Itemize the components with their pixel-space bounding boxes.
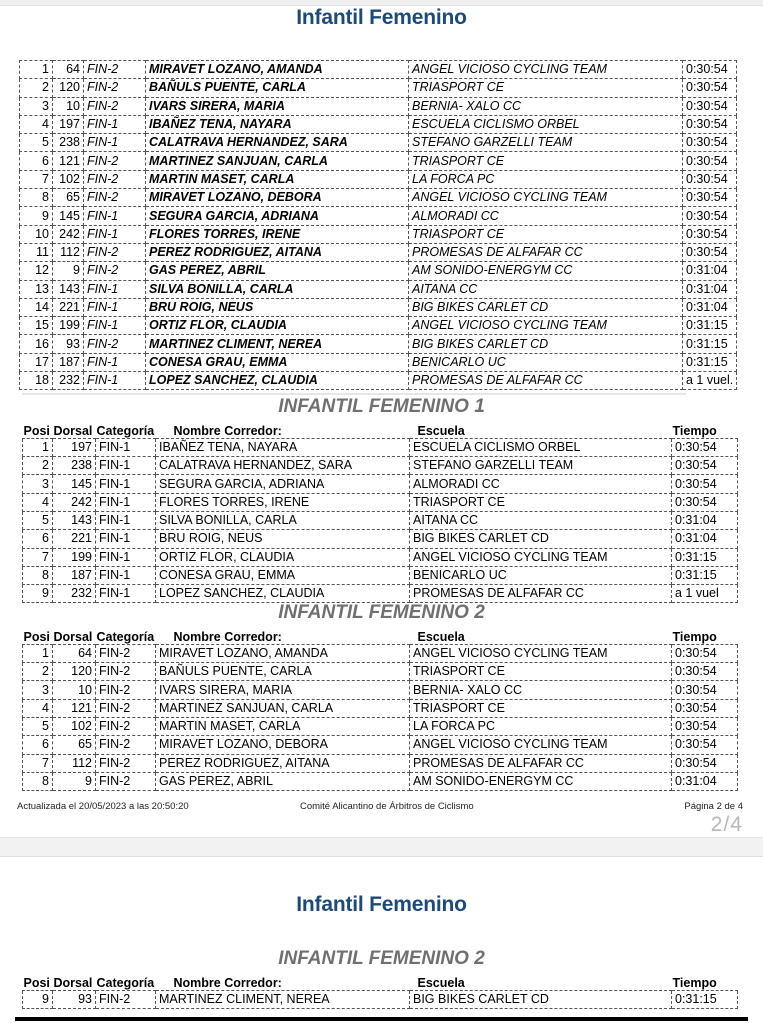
table-underline [22, 393, 686, 395]
cell-pos: 2 [23, 457, 53, 475]
cell-dorsal: 238 [53, 134, 84, 152]
cell-time: 0:30:54 [683, 189, 737, 207]
cell-dorsal: 112 [53, 754, 96, 772]
table-row [23, 475, 738, 493]
cell-dorsal: 242 [53, 225, 84, 243]
cell-pos: 7 [23, 548, 53, 566]
column-header-cat: Categoría [96, 626, 156, 644]
cell-time: 0:30:54 [672, 438, 738, 456]
cell-team: LA FORCA PC [409, 170, 683, 188]
cell-team: STEFANO GARZELLI TEAM [409, 134, 683, 152]
table-header-row [23, 972, 738, 990]
page-bottom-rule [15, 1017, 748, 1021]
cell-name: SEGURA GARCIA, ADRIANA [146, 207, 409, 225]
table-row [20, 115, 737, 133]
cell-time: 0:30:54 [672, 736, 738, 754]
cell-dorsal: 221 [53, 530, 96, 548]
cell-team: BIG BIKES CARLET CD [410, 990, 672, 1008]
cell-name: MIRAVET LOZANO, AMANDA [146, 61, 409, 79]
cell-time: 0:30:54 [672, 754, 738, 772]
cell-time: 0:30:54 [683, 152, 737, 170]
cell-time: 0:30:54 [672, 644, 738, 662]
cell-name: BAÑULS PUENTE, CARLA [146, 79, 409, 97]
cell-time: a 1 vuel [672, 585, 738, 603]
cell-pos: 6 [23, 736, 53, 754]
cell-cat: FIN-1 [96, 457, 156, 475]
cell-name: LOPEZ SANCHEZ, CLAUDIA [156, 585, 410, 603]
cell-cat: FIN-1 [96, 511, 156, 529]
cell-name: MIRAVET LOZANO, DEBORA [146, 189, 409, 207]
cell-dorsal: 102 [53, 170, 84, 188]
table-row [20, 298, 737, 316]
cell-team: ANGEL VICIOSO CYCLING TEAM [410, 644, 672, 662]
cell-pos: 1 [23, 438, 53, 456]
cell-pos: 15 [20, 317, 53, 335]
cell-team: AM SONIDO-ENERGYM CC [409, 262, 683, 280]
cell-pos: 12 [20, 262, 53, 280]
cell-cat: FIN-1 [96, 493, 156, 511]
column-header-team: Escuela [410, 626, 672, 644]
cell-pos: 10 [20, 225, 53, 243]
column-header-pos: Posi [23, 420, 53, 438]
cell-cat: FIN-2 [96, 681, 156, 699]
cell-cat: FIN-1 [96, 438, 156, 456]
cell-time: 0:31:04 [683, 280, 737, 298]
cell-team: PROMESAS DE ALFAFAR CC [409, 243, 683, 261]
column-header-dorsal: Dorsal [53, 972, 96, 990]
table-row [20, 262, 737, 280]
column-header-name: Nombre Corredor: [156, 626, 410, 644]
cell-name: FLORES TORRES, IRENE [156, 493, 410, 511]
cell-team: AITANA CC [410, 511, 672, 529]
fin1-results-table [22, 420, 738, 603]
cell-team: BERNIA- XALO CC [410, 681, 672, 699]
cell-name: MARTINEZ SANJUAN, CARLA [156, 699, 410, 717]
table-header-row [23, 420, 738, 438]
table-row [23, 772, 738, 790]
table-header-row [23, 626, 738, 644]
cell-team: ESCUELA CICLISMO ORBEL [409, 115, 683, 133]
cell-dorsal: 64 [53, 644, 96, 662]
cell-team: BIG BIKES CARLET CD [409, 298, 683, 316]
table-row [20, 372, 737, 390]
column-header-pos: Posi [23, 972, 53, 990]
table-row [20, 243, 737, 261]
page-separator [0, 837, 763, 857]
column-header-team: Escuela [410, 420, 672, 438]
cell-dorsal: 9 [53, 262, 84, 280]
cell-dorsal: 112 [53, 243, 84, 261]
cell-cat: FIN-1 [96, 585, 156, 603]
cell-cat: FIN-1 [84, 225, 146, 243]
cell-cat: FIN-2 [96, 663, 156, 681]
cell-time: 0:30:54 [683, 207, 737, 225]
cell-team: PROMESAS DE ALFAFAR CC [410, 754, 672, 772]
cell-cat: FIN-1 [84, 298, 146, 316]
cell-cat: FIN-2 [96, 990, 156, 1008]
table-row [23, 736, 738, 754]
table-row [20, 79, 737, 97]
table-row [23, 493, 738, 511]
cell-time: 0:31:15 [672, 990, 738, 1008]
cell-pos: 13 [20, 280, 53, 298]
cell-team: ANGEL VICIOSO CYCLING TEAM [410, 548, 672, 566]
cell-dorsal: 121 [53, 152, 84, 170]
cell-time: 0:31:04 [672, 511, 738, 529]
table-row [23, 990, 738, 1008]
cell-dorsal: 187 [53, 566, 96, 584]
cell-dorsal: 145 [53, 207, 84, 225]
cell-name: IBAÑEZ TENA, NAYARA [156, 438, 410, 456]
viewer-page-indicator: 2/4 [710, 813, 743, 836]
cell-time: 0:30:54 [683, 243, 737, 261]
cell-team: BIG BIKES CARLET CD [409, 335, 683, 353]
cell-team: BENICARLO UC [409, 353, 683, 371]
cell-team: BERNIA- XALO CC [409, 97, 683, 115]
cell-name: GAS PEREZ, ABRIL [156, 772, 410, 790]
cell-name: ORTIZ FLOR, CLAUDIA [146, 317, 409, 335]
cell-pos: 9 [20, 207, 53, 225]
cell-pos: 6 [23, 530, 53, 548]
cell-dorsal: 120 [53, 79, 84, 97]
cell-team: TRIASPORT CE [410, 663, 672, 681]
column-header-name: Nombre Corredor: [156, 420, 410, 438]
table-row [23, 530, 738, 548]
cell-cat: FIN-2 [96, 644, 156, 662]
cell-time: 0:31:15 [683, 317, 737, 335]
cell-cat: FIN-1 [84, 317, 146, 335]
cell-pos: 8 [20, 189, 53, 207]
cell-cat: FIN-1 [84, 353, 146, 371]
cell-dorsal: 121 [53, 699, 96, 717]
cell-pos: 3 [23, 681, 53, 699]
table-row [23, 438, 738, 456]
cell-dorsal: 10 [53, 681, 96, 699]
column-header-cat: Categoría [96, 972, 156, 990]
cell-cat: FIN-2 [96, 699, 156, 717]
cell-team: BENICARLO UC [410, 566, 672, 584]
cell-dorsal: 187 [53, 353, 84, 371]
cell-dorsal: 93 [53, 990, 96, 1008]
cell-cat: FIN-1 [84, 115, 146, 133]
footer-organization: Comité Alicantino de Árbitros de Ciclismo [300, 801, 474, 812]
cell-dorsal: 102 [53, 717, 96, 735]
cell-pos: 17 [20, 353, 53, 371]
cell-pos: 4 [23, 493, 53, 511]
cell-name: SEGURA GARCIA, ADRIANA [156, 475, 410, 493]
table-row [23, 511, 738, 529]
footer-updated: Actualizada el 20/05/2023 a las 20:50:20 [17, 801, 189, 812]
cell-name: GAS PEREZ, ABRIL [146, 262, 409, 280]
cell-dorsal: 64 [53, 61, 84, 79]
table-row [20, 353, 737, 371]
cell-dorsal: 221 [53, 298, 84, 316]
cell-team: PROMESAS DE ALFAFAR CC [410, 585, 672, 603]
cell-name: BRU ROIG, NEUS [156, 530, 410, 548]
cell-name: SILVA BONILLA, CARLA [156, 511, 410, 529]
cell-name: BRU ROIG, NEUS [146, 298, 409, 316]
table-row [20, 280, 737, 298]
column-header-pos: Posi [23, 626, 53, 644]
cell-cat: FIN-2 [84, 152, 146, 170]
cell-team: TRIASPORT CE [410, 699, 672, 717]
cell-name: PEREZ RODRIGUEZ, AITANA [156, 754, 410, 772]
cell-team: ALMORADI CC [410, 475, 672, 493]
cell-pos: 11 [20, 243, 53, 261]
column-header-time: Tiempo [672, 626, 738, 644]
cell-dorsal: 232 [53, 372, 84, 390]
cell-time: 0:30:54 [672, 717, 738, 735]
table-row [20, 152, 737, 170]
cell-team: ANGEL VICIOSO CYCLING TEAM [409, 189, 683, 207]
cell-cat: FIN-2 [84, 170, 146, 188]
cell-cat: FIN-1 [96, 530, 156, 548]
cell-name: BAÑULS PUENTE, CARLA [156, 663, 410, 681]
column-header-cat: Categoría [96, 420, 156, 438]
cell-pos: 2 [23, 663, 53, 681]
cell-time: 0:30:54 [672, 493, 738, 511]
overall-results-table [19, 60, 737, 390]
table-row [20, 97, 737, 115]
cell-dorsal: 143 [53, 511, 96, 529]
cell-cat: FIN-1 [84, 372, 146, 390]
cell-name: CONESA GRAU, EMMA [156, 566, 410, 584]
cell-name: MARTIN MASET, CARLA [146, 170, 409, 188]
table-row [20, 225, 737, 243]
column-header-name: Nombre Corredor: [156, 972, 410, 990]
cell-time: 0:31:04 [672, 530, 738, 548]
cell-pos: 7 [20, 170, 53, 188]
cell-pos: 7 [23, 754, 53, 772]
cell-dorsal: 10 [53, 97, 84, 115]
table-row [23, 566, 738, 584]
table-row [20, 317, 737, 335]
column-header-team: Escuela [410, 972, 672, 990]
cell-time: 0:30:54 [683, 170, 737, 188]
cell-name: IVARS SIRERA, MARIA [156, 681, 410, 699]
cell-time: 0:31:15 [683, 335, 737, 353]
table-row [20, 335, 737, 353]
cell-name: MARTINEZ CLIMENT, NEREA [156, 990, 410, 1008]
table-row [23, 754, 738, 772]
cell-time: 0:30:54 [672, 457, 738, 475]
cell-pos: 5 [23, 511, 53, 529]
cell-dorsal: 197 [53, 115, 84, 133]
table-row [20, 207, 737, 225]
table-row [23, 585, 738, 603]
cell-time: 0:30:54 [672, 681, 738, 699]
cell-name: FLORES TORRES, IRENE [146, 225, 409, 243]
cell-cat: FIN-2 [84, 243, 146, 261]
cell-cat: FIN-2 [84, 335, 146, 353]
table-row [23, 681, 738, 699]
cell-pos: 14 [20, 298, 53, 316]
cell-time: 0:31:15 [672, 566, 738, 584]
cell-pos: 4 [20, 115, 53, 133]
table-row [23, 548, 738, 566]
table-row [20, 170, 737, 188]
cell-pos: 1 [23, 644, 53, 662]
table-row [23, 699, 738, 717]
cell-cat: FIN-1 [84, 207, 146, 225]
cell-team: TRIASPORT CE [409, 152, 683, 170]
cell-dorsal: 65 [53, 736, 96, 754]
cell-time: 0:30:54 [672, 475, 738, 493]
cell-pos: 18 [20, 372, 53, 390]
cell-pos: 8 [23, 566, 53, 584]
table-row [20, 61, 737, 79]
cell-team: AITANA CC [409, 280, 683, 298]
fin2-results-table [22, 626, 738, 791]
cell-dorsal: 93 [53, 335, 84, 353]
cell-pos: 9 [23, 990, 53, 1008]
table-row [23, 717, 738, 735]
cell-dorsal: 238 [53, 457, 96, 475]
page-title-2: Infantil Femenino [296, 893, 467, 916]
table-row [20, 189, 737, 207]
cell-pos: 9 [23, 585, 53, 603]
cell-cat: FIN-2 [84, 97, 146, 115]
cell-pos: 5 [23, 717, 53, 735]
cell-pos: 1 [20, 61, 53, 79]
cell-pos: 3 [23, 475, 53, 493]
cell-team: ALMORADI CC [409, 207, 683, 225]
cell-time: 0:31:15 [672, 548, 738, 566]
table-row [23, 663, 738, 681]
cell-dorsal: 197 [53, 438, 96, 456]
cell-name: MARTIN MASET, CARLA [156, 717, 410, 735]
cell-dorsal: 145 [53, 475, 96, 493]
cell-name: MIRAVET LOZANO, DEBORA [156, 736, 410, 754]
cell-team: ANGEL VICIOSO CYCLING TEAM [409, 317, 683, 335]
cell-cat: FIN-2 [84, 61, 146, 79]
cell-name: SILVA BONILLA, CARLA [146, 280, 409, 298]
column-header-time: Tiempo [672, 972, 738, 990]
cell-time: 0:30:54 [683, 134, 737, 152]
section-title-fin2-cont: INFANTIL FEMENINO 2 [278, 948, 485, 969]
cell-cat: FIN-1 [96, 548, 156, 566]
cell-name: IBAÑEZ TENA, NAYARA [146, 115, 409, 133]
cell-pos: 4 [23, 699, 53, 717]
cell-dorsal: 65 [53, 189, 84, 207]
cell-team: TRIASPORT CE [409, 225, 683, 243]
cell-time: 0:30:54 [683, 115, 737, 133]
cell-dorsal: 143 [53, 280, 84, 298]
cell-dorsal: 9 [53, 772, 96, 790]
cell-dorsal: 242 [53, 493, 96, 511]
cell-cat: FIN-2 [96, 717, 156, 735]
cell-team: PROMESAS DE ALFAFAR CC [409, 372, 683, 390]
cell-cat: FIN-2 [96, 754, 156, 772]
cell-dorsal: 120 [53, 663, 96, 681]
cell-cat: FIN-1 [96, 566, 156, 584]
cell-cat: FIN-2 [96, 736, 156, 754]
cell-team: ESCUELA CICLISMO ORBEL [410, 438, 672, 456]
cell-time: 0:31:04 [683, 298, 737, 316]
cell-time: 0:30:54 [683, 61, 737, 79]
cell-name: PEREZ RODRIGUEZ, AITANA [146, 243, 409, 261]
cell-dorsal: 199 [53, 548, 96, 566]
cell-team: AM SONIDO-ENERGYM CC [410, 772, 672, 790]
cell-time: 0:30:54 [683, 225, 737, 243]
cell-cat: FIN-1 [84, 134, 146, 152]
cell-dorsal: 199 [53, 317, 84, 335]
cell-name: CALATRAVA HERNANDEZ, SARA [156, 457, 410, 475]
column-header-dorsal: Dorsal [53, 626, 96, 644]
cell-team: BIG BIKES CARLET CD [410, 530, 672, 548]
cell-cat: FIN-1 [84, 280, 146, 298]
cell-cat: FIN-2 [84, 189, 146, 207]
cell-name: CALATRAVA HERNANDEZ, SARA [146, 134, 409, 152]
cell-pos: 2 [20, 79, 53, 97]
footer-page-number: Página 2 de 4 [684, 801, 743, 812]
cell-time: a 1 vuel. [683, 372, 737, 390]
cell-name: MARTINEZ SANJUAN, CARLA [146, 152, 409, 170]
cell-pos: 5 [20, 134, 53, 152]
cell-name: MIRAVET LOZANO, AMANDA [156, 644, 410, 662]
table-row [20, 134, 737, 152]
cell-cat: FIN-2 [84, 79, 146, 97]
cell-time: 0:30:54 [683, 97, 737, 115]
fin2-results-table-cont [22, 972, 738, 1009]
cell-name: LOPEZ SANCHEZ, CLAUDIA [146, 372, 409, 390]
cell-team: ANGEL VICIOSO CYCLING TEAM [410, 736, 672, 754]
section-title-fin1: INFANTIL FEMENINO 1 [278, 396, 485, 417]
cell-name: MARTINEZ CLIMENT, NEREA [146, 335, 409, 353]
cell-time: 0:31:15 [683, 353, 737, 371]
table-row [23, 457, 738, 475]
cell-name: IVARS SIRERA, MARIA [146, 97, 409, 115]
cell-team: LA FORCA PC [410, 717, 672, 735]
cell-pos: 6 [20, 152, 53, 170]
cell-pos: 16 [20, 335, 53, 353]
page-title: Infantil Femenino [296, 6, 467, 29]
cell-cat: FIN-2 [96, 772, 156, 790]
column-header-time: Tiempo [672, 420, 738, 438]
cell-team: TRIASPORT CE [409, 79, 683, 97]
cell-name: ORTIZ FLOR, CLAUDIA [156, 548, 410, 566]
cell-time: 0:30:54 [683, 79, 737, 97]
column-header-dorsal: Dorsal [53, 420, 96, 438]
cell-team: TRIASPORT CE [410, 493, 672, 511]
cell-pos: 8 [23, 772, 53, 790]
cell-pos: 3 [20, 97, 53, 115]
cell-cat: FIN-2 [84, 262, 146, 280]
table-row [23, 644, 738, 662]
cell-team: ANGEL VICIOSO CYCLING TEAM [409, 61, 683, 79]
cell-dorsal: 232 [53, 585, 96, 603]
cell-time: 0:30:54 [672, 699, 738, 717]
cell-time: 0:31:04 [683, 262, 737, 280]
cell-time: 0:30:54 [672, 663, 738, 681]
section-title-fin2: INFANTIL FEMENINO 2 [278, 602, 485, 623]
cell-time: 0:31:04 [672, 772, 738, 790]
cell-team: STEFANO GARZELLI TEAM [410, 457, 672, 475]
cell-name: CONESA GRAU, EMMA [146, 353, 409, 371]
cell-cat: FIN-1 [96, 475, 156, 493]
